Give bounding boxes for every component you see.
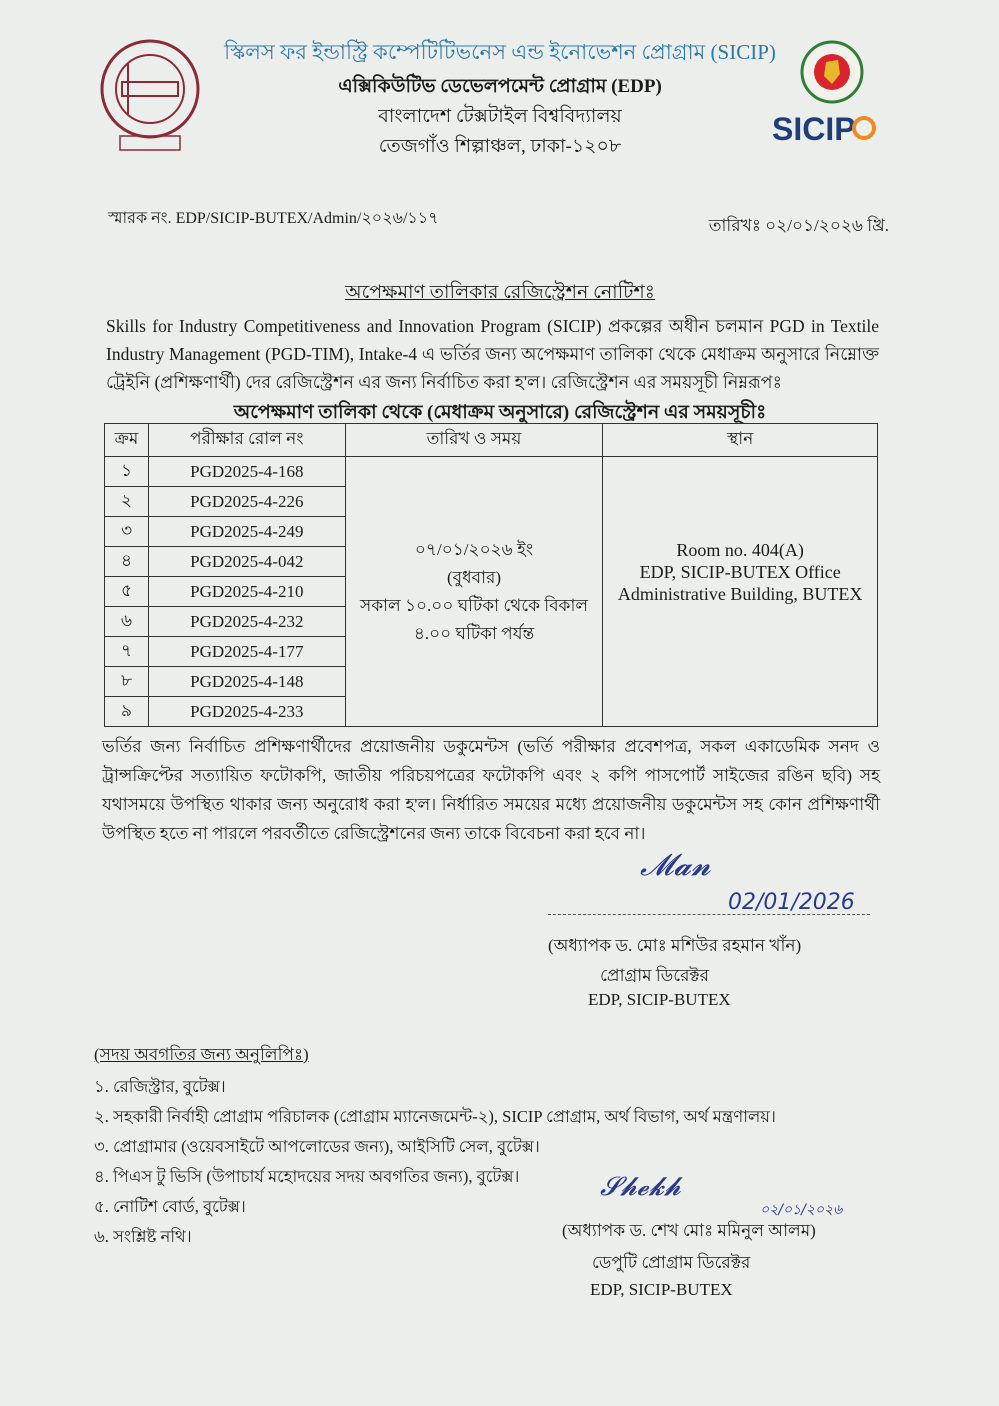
- roll-cell: PGD2025-4-148: [148, 667, 345, 697]
- serial-cell: ২: [105, 487, 149, 517]
- datetime-line: (বুধবার): [446, 567, 502, 587]
- datetime-line: ৪.০০ ঘটিকা পর্যন্ত: [413, 623, 535, 643]
- intro-paragraph: Skills for Industry Competitiveness and Innovation Program (SICIP) প্রকল্পের অধীন চলমান PGD in Textile Industry Management (PGD-TIM), Intake-4 এ ভর্তির জন্য অপেক্ষমাণ তালিকা থেকে মেধাক্রম অনুসারে নিম্নোক্ত ট্রেইনি (প্রশিক্ষণার্থী) দের রেজিস্ট্রেশন এর জন্য নির্বাচিত করা হ'ল। রেজিস্ট্রেশন এর সময়সূচী নিম্নরূপঃ: [106, 316, 879, 392]
- program-name: স্কিলস ফর ইন্ডাস্ট্রি কম্পেটিটিভনেস এন্ড ইনোভেশন প্রোগ্রাম (SICIP): [224, 40, 776, 64]
- signatory-1-office: EDP, SICIP-BUTEX: [588, 990, 731, 1009]
- address: তেজগাঁও শিল্পাঞ্চল, ঢাকা-১২০৮: [378, 136, 622, 157]
- datetime-line: ০৭/০১/২০২৬ ইং: [414, 539, 534, 559]
- header-datetime: তারিখ ও সময়: [345, 424, 603, 457]
- signatory-2-office: EDP, SICIP-BUTEX: [590, 1280, 733, 1299]
- serial-cell: ৪: [105, 547, 149, 577]
- roll-cell: PGD2025-4-226: [148, 487, 345, 517]
- roll-cell: PGD2025-4-233: [148, 697, 345, 727]
- cc-item: ১. রেজিস্ট্রার, বুটেক্স।: [94, 1077, 226, 1096]
- university-name: বাংলাদেশ টেক্সটাইল বিশ্ববিদ্যালয়: [378, 106, 622, 127]
- instructions-paragraph: ভর্তির জন্য নির্বাচিত প্রশিক্ষণার্থীদের প্রয়োজনীয় ডকুমেন্টস (ভর্তি পরীক্ষার প্রবেশপত্র, সকল একাডেমিক সনদ ও ট্রান্সক্রিপ্টের সত্যায়িত ফটোকপি, জাতীয় পরিচয়পত্রের ফটোকপি এবং ২ কপি পাসপোর্ট সাইজের রঙিন ছবি) সহ যথাসময়ে উপস্থিত থাকার জন্য অনুরোধ করা হ'ল। নির্ধারিত সময়ের মধ্যে প্রয়োজনীয় ডকুমেন্টস সহ কোন প্রশিক্ষণার্থী উপস্থিত হতে না পারলে পরবর্তীতে রেজিস্ট্রেশনের জন্য তাকে বিবেচনা করা হবে না।: [102, 737, 880, 843]
- serial-cell: ১: [105, 457, 149, 487]
- schedule-table: [104, 423, 878, 727]
- roll-cell: PGD2025-4-042: [148, 547, 345, 577]
- memo-number: স্মারক নং. EDP/SICIP-BUTEX/Admin/২০২৬/১১৭: [108, 210, 439, 227]
- venue-line: Room no. 404(A): [676, 539, 804, 560]
- signatory-2-name: (অধ্যাপক ড. শেখ মোঃ মমিনুল আলম): [562, 1221, 816, 1240]
- serial-cell: ৩: [105, 517, 149, 547]
- table-row: [105, 457, 878, 487]
- venue-line: EDP, SICIP-BUTEX Office: [639, 561, 841, 582]
- table-header-row: [105, 424, 878, 457]
- serial-cell: ৯: [105, 697, 149, 727]
- notice-title: অপেক্ষমাণ তালিকার রেজিস্ট্রেশন নোটিশঃ: [345, 282, 655, 303]
- signatory-2-title: ডেপুটি প্রোগ্রাম ডিরেক্টর: [592, 1253, 751, 1272]
- venue-line: Administrative Building, BUTEX: [617, 583, 863, 604]
- serial-cell: ৫: [105, 577, 149, 607]
- edp-name: এক্সিকিউটিভ ডেভেলপমেন্ট প্রোগ্রাম (EDP): [338, 76, 662, 97]
- svg-text:SICIP: SICIP: [772, 111, 856, 147]
- signature-2-date: ০২/০১/২০২৬: [760, 1202, 843, 1218]
- roll-cell: PGD2025-4-168: [148, 457, 345, 487]
- butex-logo: [98, 34, 202, 156]
- roll-cell: PGD2025-4-210: [148, 577, 345, 607]
- roll-cell: PGD2025-4-177: [148, 637, 345, 667]
- signature-1-date: 02/01/2026: [728, 890, 855, 915]
- serial-cell: ৬: [105, 607, 149, 637]
- signatory-1-title: প্রোগ্রাম ডিরেক্টর: [600, 966, 710, 985]
- cc-item: ৪. পিএস টু ভিসি (উপাচার্য মহোদয়ের সদয় অবগতির জন্য), বুটেক্স।: [94, 1167, 520, 1186]
- cc-item: ৩. প্রোগ্রামার (ওয়েবসাইটে আপলোডের জন্য), আইসিটি সেল, বুটেক্স।: [94, 1137, 540, 1156]
- notice-date: তারিখঃ ০২/০১/২০২৬ খ্রি.: [708, 216, 889, 235]
- datetime-cell: [345, 457, 603, 727]
- header-venue: স্থান: [603, 424, 878, 457]
- header-sl: ক্রম: [105, 424, 149, 457]
- cc-title: (সদয় অবগতির জন্য অনুলিপিঃ): [94, 1045, 309, 1064]
- cc-item: ৫. নোটিশ বোর্ড, বুটেক্স।: [94, 1197, 246, 1216]
- datetime-line: সকাল ১০.০০ ঘটিকা থেকে বিকাল: [359, 595, 589, 615]
- signature-2: 𝓢𝓱𝓮𝓴𝓱: [600, 1172, 681, 1202]
- serial-cell: ৮: [105, 667, 149, 697]
- serial-cell: ৭: [105, 637, 149, 667]
- sicip-logo: [772, 40, 894, 164]
- signature-line: [548, 914, 870, 915]
- cc-item: ৬. সংশ্লিষ্ট নথি।: [94, 1227, 192, 1246]
- venue-cell: [603, 457, 878, 727]
- roll-cell: PGD2025-4-232: [148, 607, 345, 637]
- roll-cell: PGD2025-4-249: [148, 517, 345, 547]
- header-roll: পরীক্ষার রোল নং: [148, 424, 345, 457]
- schedule-title: অপেক্ষমাণ তালিকা থেকে (মেধাক্রম অনুসারে) রেজিস্ট্রেশন এর সময়সূচীঃ: [233, 402, 767, 423]
- signature-1: 𝓜𝓪𝓷: [640, 848, 711, 883]
- signatory-1-name: (অধ্যাপক ড. মোঃ মশিউর রহমান খাঁন): [548, 936, 802, 955]
- cc-item: ২. সহকারী নির্বাহী প্রোগ্রাম পরিচালক (প্রোগ্রাম ম্যানেজমেন্ট-২), SICIP প্রোগ্রাম, অর্থ বিভাগ, অর্থ মন্ত্রণালয়।: [94, 1107, 776, 1126]
